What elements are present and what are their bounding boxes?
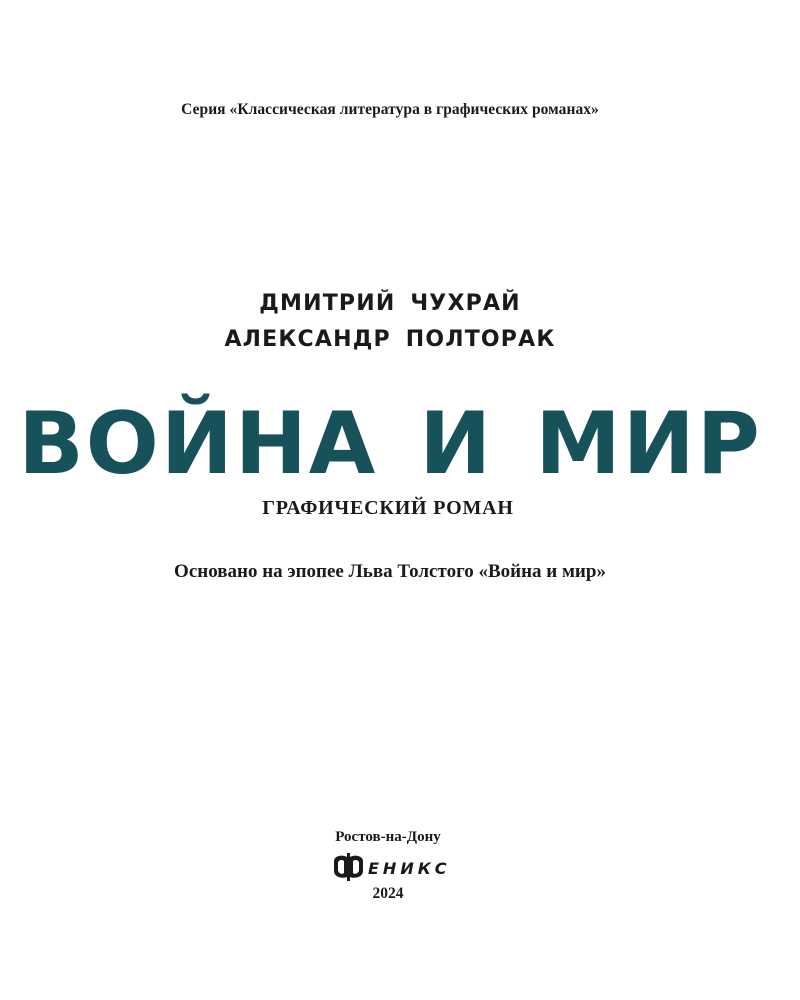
series-line: Серия «Классическая литература в графических романах» [181, 101, 599, 118]
authors [0, 286, 780, 358]
book-title: ВОЙНА И МИР [18, 394, 762, 494]
svg-text:ЕНИКС: ЕНИКС [368, 859, 450, 878]
publisher-logo [330, 853, 450, 881]
publication-year: 2024 [372, 885, 404, 902]
book-subtitle: ГРАФИЧЕСКИЙ РОМАН [262, 497, 514, 519]
phoenix-logo-icon [330, 853, 450, 881]
publisher-city: Ростов-на-Дону [335, 829, 441, 845]
author-name: ДМИТРИЙ ЧУХРАЙ [259, 291, 521, 316]
based-on-note: Основано на эпопее Льва Толстого «Война и мир» [174, 561, 606, 582]
author-name: АЛЕКСАНДР ПОЛТОРАК [224, 327, 556, 352]
